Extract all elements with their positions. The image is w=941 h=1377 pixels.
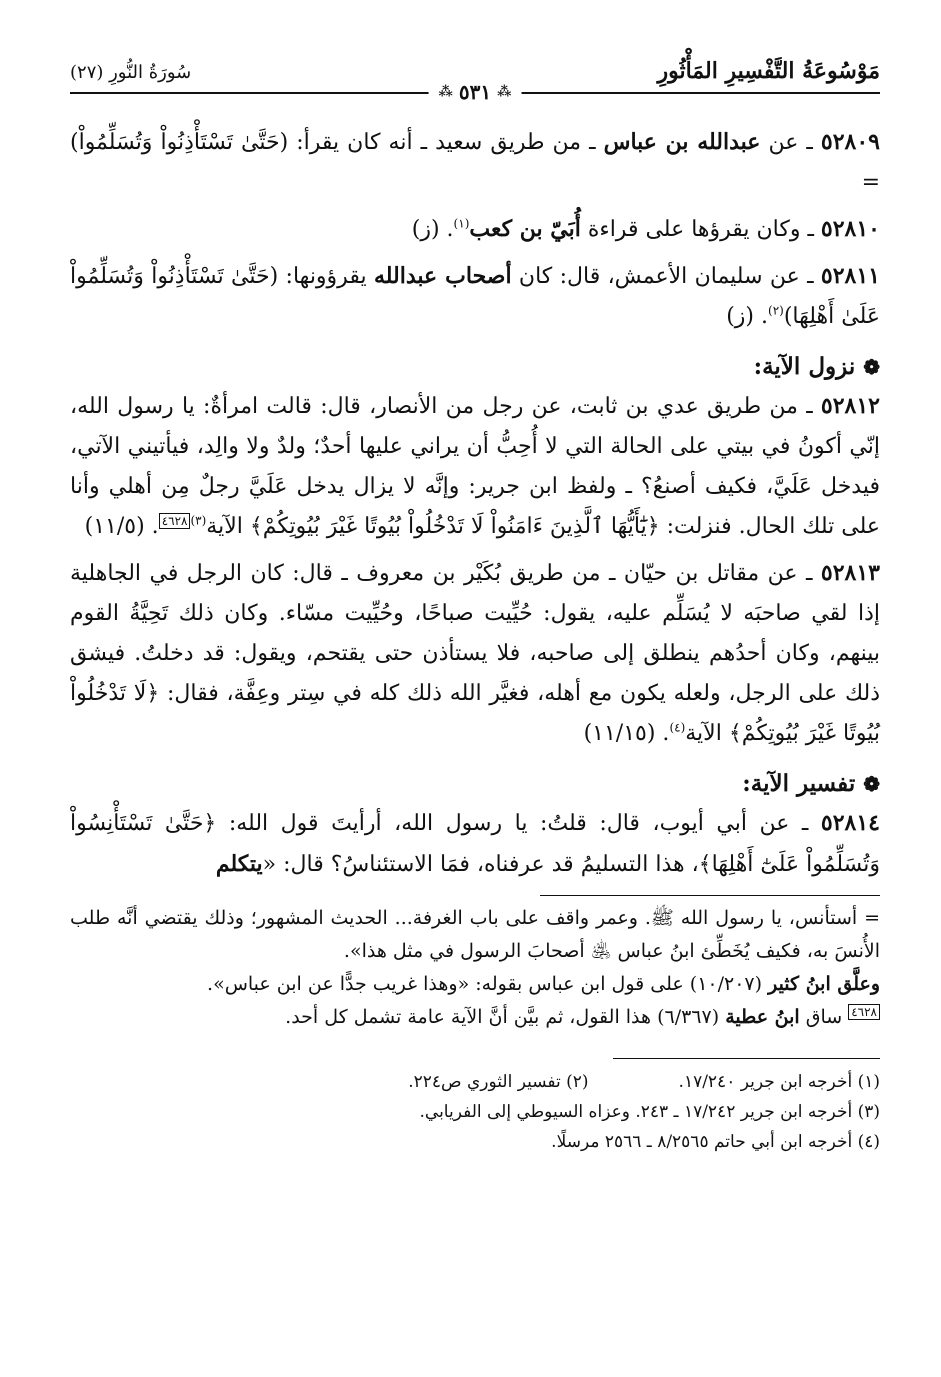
commentary-rule	[540, 895, 880, 896]
entry-text: . (ز)	[726, 304, 768, 329]
section-title: نزول الآية:	[753, 353, 856, 380]
entry-number: ٥٢٨١٣	[820, 560, 880, 586]
entry-text: . (ز)	[411, 217, 454, 242]
commentary-line: = أستأنس، يا رسول الله ﷺ. وعمر واقف على باب الغرفة... الحديث المشهور؛ وذلك يقتضي أنَّه طلب الأُنسَ به، فكيف يُخَطِّئ ابنُ عباس ﵁ أصحابَ الرسول في مثل هذا».	[70, 907, 880, 962]
commentary-text: (٦/٣٦٧) هذا القول، ثم بيَّن أنَّ الآية عامة تشمل كل أحد.	[285, 1006, 726, 1028]
commentary-line	[70, 1001, 880, 1034]
entry-text: ـ عن	[760, 130, 821, 155]
entry-text: ـ من طريق عدي بن ثابت، عن رجل من الأنصار، قال: قالت امرأةٌ: يا رسول الله، إنّي أكونُ في بيتي على الحالة التي لا أُحِبُّ أن يراني عليها أحدٌ؛ ولدٌ ولا والِد، فيأتيني الآتي، فيدخل عَلَيَّ، فكيف أصنعُ؟ ـ ولفظ ابن جرير: وإنَّه لا يزال يدخل عَلَيَّ رجلٌ مِن أهلي وأنا على تلك الحال. فنزلت: ﴿يَٰٓأَيُّهَا ٱلَّذِينَ ءَامَنُواْ لَا تَدْخُلُواْ بُيُوتًا غَيْرَ بُيُوتِكُمْ﴾ الآية	[70, 394, 880, 539]
entry-number: ٥٢٨١٠	[820, 216, 880, 242]
ornament-right-icon: ⁂	[497, 84, 512, 100]
entry-52809	[70, 122, 880, 203]
entry-text: ـ عن سليمان الأعمش، قال: كان	[511, 264, 821, 289]
footnote-ref: (٢)	[768, 303, 784, 318]
page-number: ٥٣١	[458, 80, 492, 104]
entry-52810	[70, 209, 880, 250]
section-title: تفسير الآية:	[742, 770, 856, 797]
footnote-1: (١) أخرجه ابن جرير ١٧/٢٤٠.	[678, 1072, 880, 1092]
footnote-4: (٤) أخرجه ابن أبي حاتم ٨/٢٥٦٥ ـ ٢٥٦٦ مرسلًا.	[551, 1132, 880, 1152]
entry-52812	[70, 386, 880, 547]
commentary-bold: ابنُ عطية	[725, 1006, 800, 1028]
footnote-ref: (٤)	[669, 720, 686, 735]
book-title: مَوْسُوعَةُ التَّفْسِيرِ المَأْثُورِ	[657, 58, 880, 84]
footnote-ref: (٣)	[190, 513, 207, 528]
rosette-icon: ❁	[863, 354, 880, 379]
entry-text: يقرؤونها: (حَتَّىٰ تَسْتَأْذِنُواْ وَتُسَلِّمُواْ عَلَىٰ أَهْلِهَا)	[70, 264, 880, 329]
commentary-ref-box: ٤٦٢٨	[159, 513, 191, 529]
section-heading-tafsir	[70, 770, 880, 797]
commentary-line	[70, 968, 880, 1001]
footnote-3: (٣) أخرجه ابن جرير ١٧/٢٤٢ ـ ٢٤٣. وعزاه السيوطي إلى الفريابي.	[419, 1102, 880, 1122]
footnote-2: (٢) تفسير الثوري ص٢٢٤.	[408, 1072, 589, 1092]
footnote-ref: (١)	[453, 216, 470, 231]
book-page	[70, 58, 880, 1338]
narrator-name: أصحاب عبدالله	[373, 263, 512, 289]
entry-52814	[70, 803, 880, 885]
page-header	[70, 58, 880, 102]
ornament-left-icon: ⁂	[438, 84, 453, 100]
entry-text: ـ من طريق سعيد ـ أنه كان يقرأ: (حَتَّىٰ تَسْتَأْذِنُواْ وَتُسَلِّمُواْ) =	[70, 130, 880, 195]
entry-text: ـ عن أبي أيوب، قال: قلتُ: يا رسول الله، أرأيتَ قول الله: ﴿حَتَّىٰ تَسْتَأْنِسُواْ وَتُسَلِّمُواْ عَلَىٰٓ أَهْلِهَا﴾، هذا التسليمُ قد عرفناه، فمَا الاستئناسُ؟ قال: «	[70, 811, 880, 877]
entry-number: ٥٢٨١٢	[820, 393, 880, 419]
entry-text: ـ وكان يقرؤها على قراءة	[580, 217, 821, 242]
footnote-row	[70, 1067, 880, 1097]
narrator-name: عبدالله بن عباس	[603, 129, 761, 155]
narrator-name: أُبَيّ بن كعب	[469, 216, 581, 242]
commentary-text: ساق	[799, 1006, 849, 1028]
entry-52811	[70, 256, 880, 337]
entry-bold-end: يتكلم	[215, 851, 263, 877]
surah-label: سُورَةُ النُّورِ (٢٧)	[70, 62, 192, 83]
commentary-bold: وعلَّق ابنُ كثير	[768, 973, 880, 995]
page-number-block	[429, 80, 522, 104]
commentary-ref-box: ٤٦٢٨	[848, 1004, 880, 1020]
rosette-icon: ❁	[863, 771, 880, 796]
entry-text: ـ عن مقاتل بن حيّان ـ من طريق بُكَيْر بن معروف ـ قال: كان الرجل في الجاهلية إذا لقي صاحبَه لا يُسَلِّم عليه، يقول: حُيِّيت صباحًا، وحُيِّيت مسّاء. وكان ذلك تَحِيَّةُ القوم بينهم، وكان أحدُهم ينطلق إلى صاحبه، فلا يستأذن حتى يقتحم، ويقول: قد دخلتُ. فيشق ذلك على الرجل، ولعله يكون مع أهله، فغيَّر الله ذلك كله في سِتر وعِفَّة، فقال: ﴿لَا تَدْخُلُواْ بُيُوتًا غَيْرَ بُيُوتِكُمْ﴾ الآية	[70, 561, 880, 746]
entry-52813	[70, 553, 880, 754]
entry-number: ٥٢٨٠٩	[820, 129, 880, 155]
entry-tail: . (١١/٥)	[84, 514, 159, 539]
entry-number: ٥٢٨١٤	[820, 810, 880, 836]
section-heading-revelation	[70, 353, 880, 380]
footnote-rule	[613, 1058, 880, 1059]
entry-number: ٥٢٨١١	[820, 263, 880, 289]
entry-tail: . (١١/١٥)	[583, 721, 670, 746]
commentary-text: (١٠/٢٠٧) على قول ابن عباس بقوله: «وهذا غريب جدًّا عن ابن عباس».	[207, 973, 769, 995]
